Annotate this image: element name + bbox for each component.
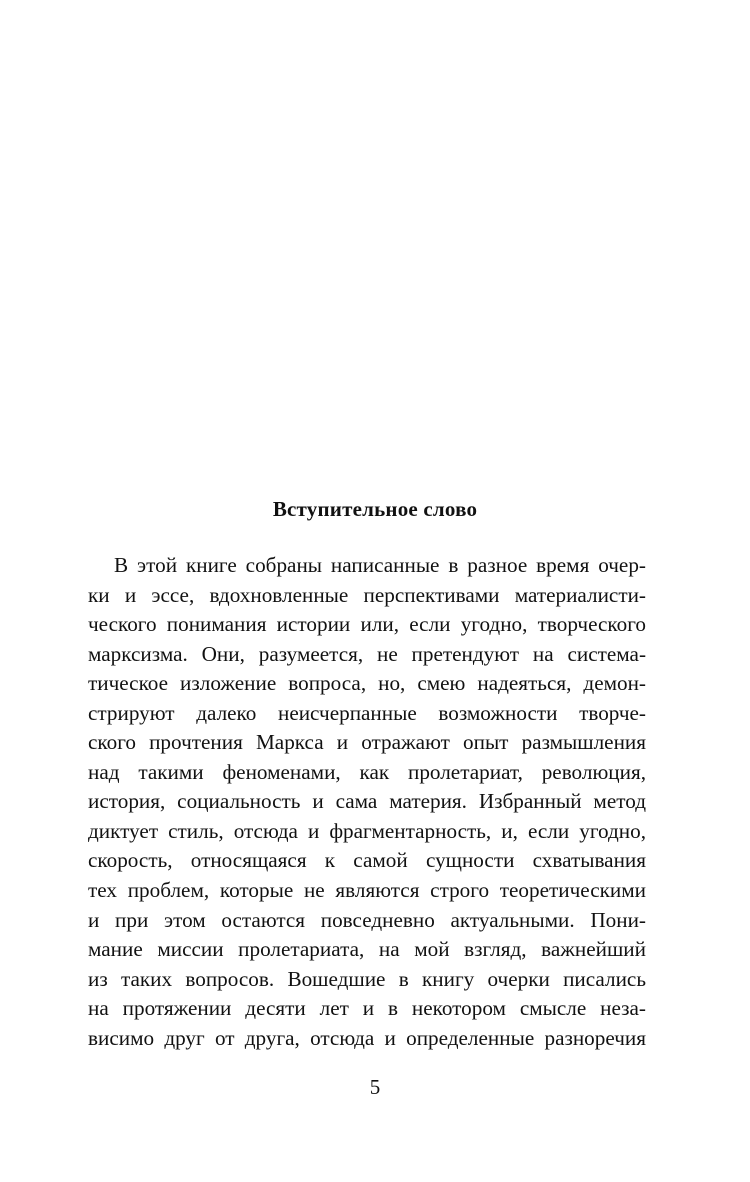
- chapter-title: Вступительное слово: [272, 497, 478, 521]
- text-line: и при этом остаются повседневно актуальными. Пони-: [88, 907, 646, 932]
- body-paragraph: [88, 551, 646, 1053]
- text-line: над такими феноменами, как пролетариат, революция,: [88, 759, 646, 784]
- text-line: мание миссии пролетариата, на мой взгляд, важнейший: [88, 937, 646, 962]
- text-line: тическое изложение вопроса, но, смею надеяться, демон-: [88, 671, 646, 696]
- text-line: ки и эссе, вдохновленные перспективами материалисти-: [88, 582, 646, 607]
- text-line: скорость, относящаяся к самой сущности схватывания: [88, 848, 646, 873]
- text-line: В этой книге собраны написанные в разное время очер-: [114, 553, 646, 577]
- text-line: диктует стиль, отсюда и фрагментарность, и, если угодно,: [88, 818, 646, 843]
- text-line: тех проблем, которые не являются строго теоретическими: [88, 878, 646, 903]
- text-line: стрируют далеко неисчерпанные возможности творче-: [88, 700, 646, 725]
- text-line: из таких вопросов. Вошедшие в книгу очерки писались: [88, 966, 646, 991]
- text-line: ческого понимания истории или, если угодно, творческого: [88, 612, 646, 637]
- text-line: на протяжении десяти лет и в некотором смысле неза-: [88, 996, 646, 1021]
- text-line: висимо друг от друга, отсюда и определенные разноречия: [88, 1025, 646, 1050]
- text-line: марксизма. Они, разумеется, не претендуют на система-: [88, 641, 646, 666]
- page-number: 5: [369, 1075, 381, 1099]
- text-line: ского прочтения Маркса и отражают опыт размышления: [88, 730, 646, 755]
- text-line: история, социальность и сама материя. Избранный метод: [88, 789, 646, 814]
